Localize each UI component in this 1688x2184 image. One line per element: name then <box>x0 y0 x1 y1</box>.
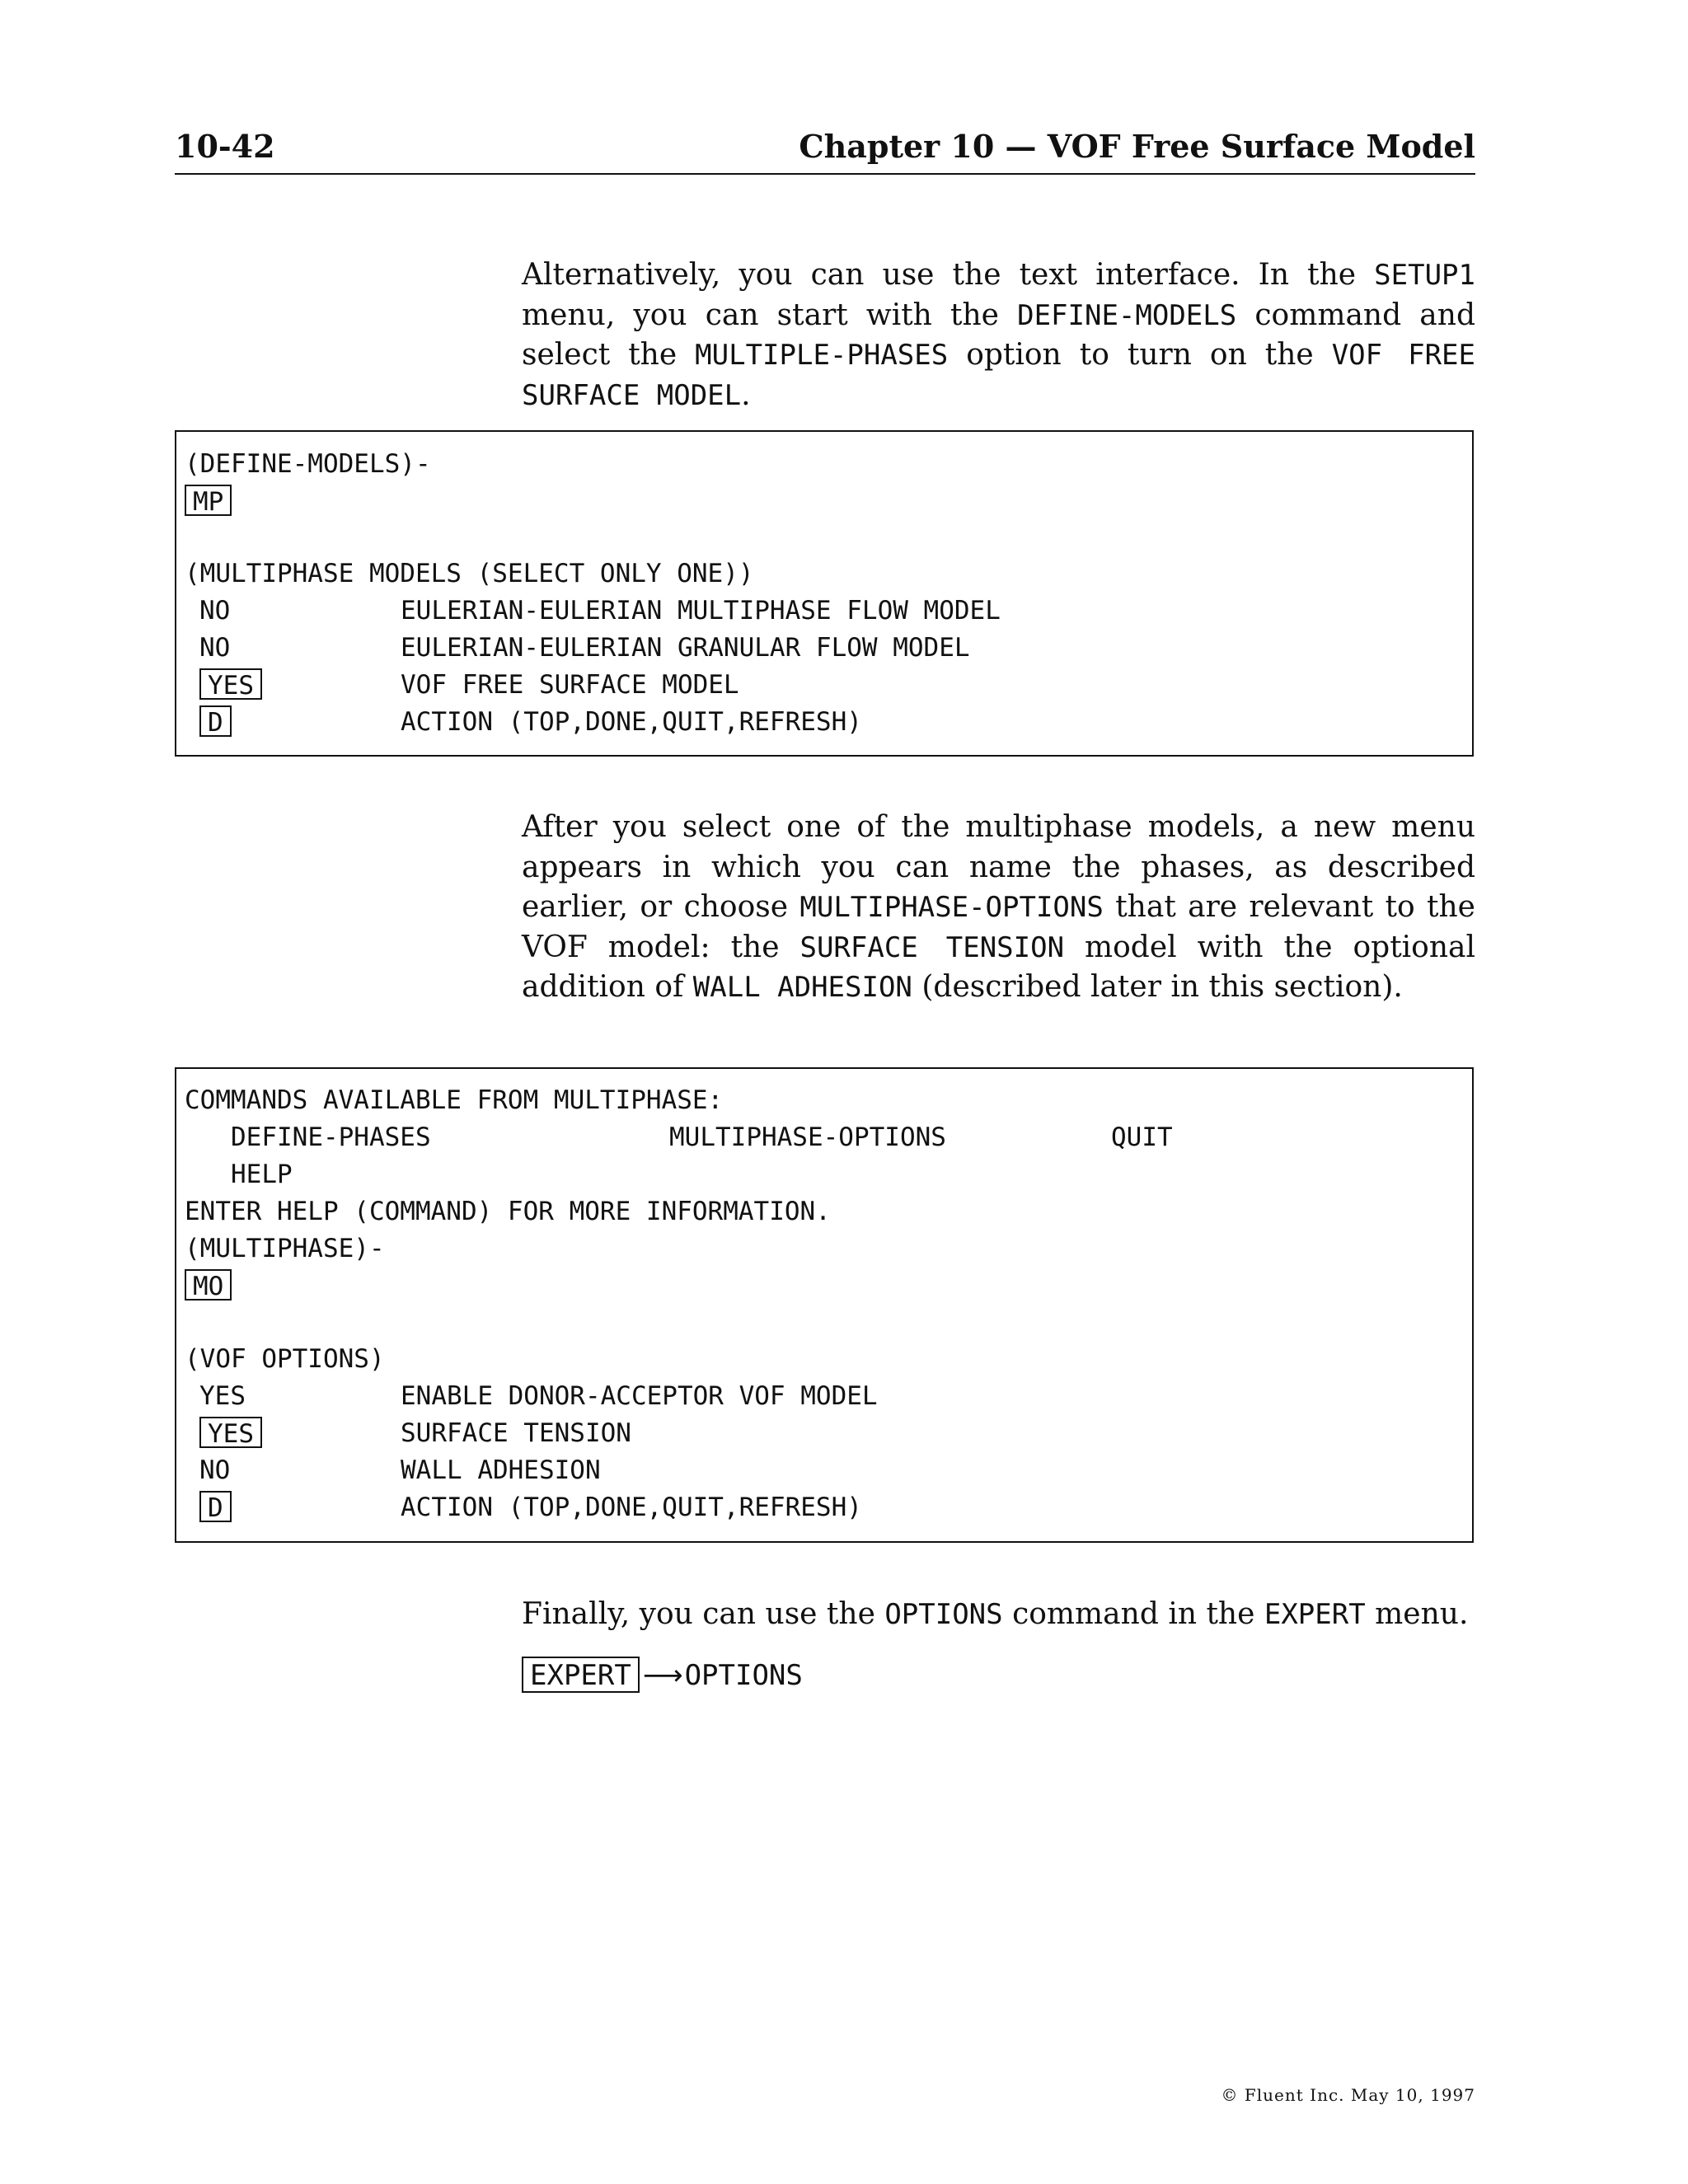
text: option to turn on the <box>948 338 1332 372</box>
user-input-mo: MO <box>185 1269 232 1301</box>
option-value: NO <box>199 633 231 663</box>
help-info-line: ENTER HELP (COMMAND) FOR MORE INFORMATION. <box>185 1197 831 1226</box>
input-cell <box>199 1415 262 1453</box>
right-arrow-icon: ⟶ <box>642 1659 683 1692</box>
option-label: ENABLE DONOR-ACCEPTOR VOF MODEL <box>401 1381 878 1411</box>
console-line <box>176 1193 1472 1230</box>
option-label: ACTION (TOP,DONE,QUIT,REFRESH) <box>401 1493 862 1522</box>
user-input-yes: YES <box>199 1417 262 1448</box>
text: After you select one of the multiphase models, a new menu appears in which you can name the phases, as described earlier, or choose <box>522 810 1475 924</box>
option-label: EULERIAN-EULERIAN MULTIPHASE FLOW MODEL <box>401 596 1001 626</box>
text: that are relevant to the VOF model: the <box>522 890 1475 964</box>
page-number: 10-42 <box>175 128 275 165</box>
menu-path-command: OPTIONS <box>684 1659 803 1692</box>
option-label: VOF FREE SURFACE MODEL <box>401 670 739 700</box>
input-cell <box>199 704 232 742</box>
console-line <box>176 1119 1472 1156</box>
command-quit: QUIT <box>1111 1122 1173 1152</box>
input-cell <box>185 483 232 521</box>
user-input-d: D <box>199 705 232 737</box>
text: command in the <box>1002 1597 1264 1631</box>
text: menu, you can start with the <box>522 298 1018 332</box>
option-label: SURFACE TENSION <box>401 1418 631 1448</box>
text: model with the optional addition of <box>522 930 1476 1004</box>
code-setup1: SETUP1 <box>1374 259 1475 292</box>
option-value: YES <box>199 1381 246 1411</box>
option-row <box>176 1489 1472 1526</box>
text: menu. <box>1365 1597 1469 1631</box>
code-define-models: DEFINE-MODELS <box>1017 298 1237 332</box>
command-define-phases: DEFINE-PHASES <box>231 1122 431 1152</box>
code-surface-tension: SURFACE TENSION <box>799 930 1065 964</box>
command-help: HELP <box>231 1160 293 1189</box>
code-expert: EXPERT <box>1264 1598 1366 1631</box>
option-row <box>176 1452 1472 1489</box>
user-input-d: D <box>199 1491 232 1522</box>
text: Finally, you can use the <box>522 1597 885 1631</box>
option-label: EULERIAN-EULERIAN GRANULAR FLOW MODEL <box>401 633 970 663</box>
console-line <box>176 1082 1472 1119</box>
menu-title-vof-options: (VOF OPTIONS) <box>185 1344 385 1374</box>
code-wall-adhesion: WALL ADHESION <box>692 971 912 1004</box>
chapter-title: Chapter 10 — VOF Free Surface Model <box>799 128 1475 165</box>
prompt-multiphase: (MULTIPHASE)- <box>185 1234 385 1263</box>
console-line <box>176 446 1472 483</box>
multiphase-options-paragraph <box>522 808 1475 1008</box>
text: Alternatively, you can use the text interface. In the <box>522 258 1375 292</box>
menu-title-multiphase-models: (MULTIPHASE MODELS (SELECT ONLY ONE)) <box>185 559 754 588</box>
console-line <box>176 483 1472 520</box>
prompt-define-models: (DEFINE-MODELS)- <box>185 449 431 479</box>
input-cell <box>199 1489 232 1527</box>
user-input-mp: MP <box>185 485 232 516</box>
copyright-footer: © Fluent Inc. May 10, 1997 <box>1221 2085 1475 2105</box>
option-row <box>176 593 1472 630</box>
code-multiphase-options: MULTIPHASE-OPTIONS <box>799 891 1104 924</box>
code-vof-free-surface: VOF FREE SURFACE MODEL <box>522 339 1475 412</box>
multiphase-console-box <box>175 1067 1474 1543</box>
option-row <box>176 667 1472 704</box>
console-line <box>176 1230 1472 1268</box>
commands-available-line: COMMANDS AVAILABLE FROM MULTIPHASE: <box>185 1085 724 1115</box>
console-line <box>176 1341 1472 1378</box>
text: command and select the <box>522 298 1475 372</box>
user-input-yes: YES <box>199 668 262 700</box>
option-value: NO <box>199 1455 231 1485</box>
option-row <box>176 1415 1472 1452</box>
input-cell <box>185 1268 232 1305</box>
expert-paragraph <box>522 1595 1475 1635</box>
option-label: WALL ADHESION <box>401 1455 601 1485</box>
console-line <box>176 1156 1472 1193</box>
text: (described later in this section). <box>912 970 1403 1004</box>
option-label: ACTION (TOP,DONE,QUIT,REFRESH) <box>401 707 862 737</box>
input-cell <box>199 667 262 705</box>
command-multiphase-options: MULTIPHASE-OPTIONS <box>669 1122 946 1152</box>
option-row <box>176 1378 1472 1415</box>
console-line <box>176 1268 1472 1305</box>
define-models-console-box <box>175 430 1474 757</box>
intro-paragraph <box>522 255 1475 415</box>
console-line <box>176 555 1472 593</box>
option-value: NO <box>199 596 231 626</box>
menu-expert-box: EXPERT <box>522 1657 640 1693</box>
option-row <box>176 704 1472 741</box>
code-multiple-phases: MULTIPLE-PHASES <box>695 339 949 372</box>
code-options: OPTIONS <box>884 1598 1003 1631</box>
menu-path <box>522 1655 803 1694</box>
option-row <box>176 630 1472 667</box>
page-header <box>175 128 1475 175</box>
text: . <box>741 377 751 412</box>
